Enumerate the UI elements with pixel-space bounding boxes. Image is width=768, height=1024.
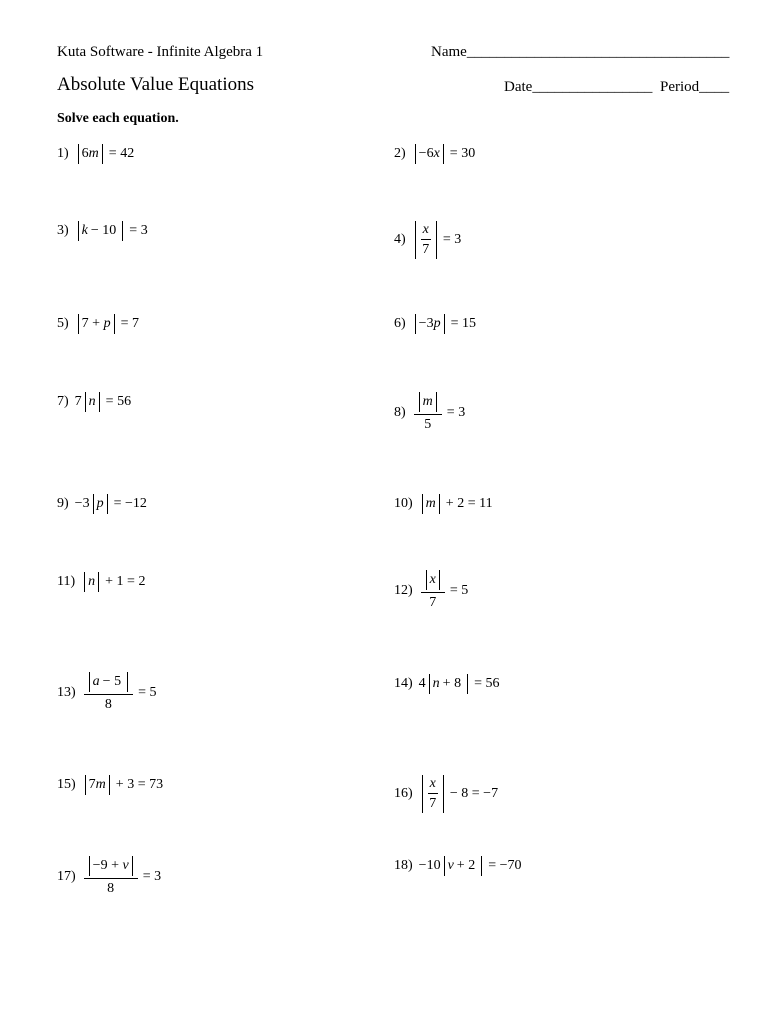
name-field[interactable]: Name___________________________________ xyxy=(431,44,730,60)
problem-12 xyxy=(394,570,471,611)
fraction xyxy=(421,570,445,611)
date-field[interactable]: Date________________ xyxy=(504,79,653,95)
fraction xyxy=(421,222,431,258)
problem-number: 9) xyxy=(57,496,69,511)
variable: x xyxy=(422,222,429,237)
denominator: 7 xyxy=(429,796,437,811)
term: + 2 xyxy=(456,858,476,873)
problem-8 xyxy=(394,392,468,433)
term: = 7 xyxy=(120,316,139,331)
term: + 3 = 73 xyxy=(115,777,164,792)
variable: p xyxy=(103,316,111,331)
problem-number: 14) xyxy=(394,676,413,691)
term: 7 xyxy=(88,777,96,792)
problem-number: 10) xyxy=(394,496,413,511)
period-field[interactable]: Period____ xyxy=(660,79,730,95)
equation xyxy=(81,572,148,592)
term: 7 + xyxy=(81,316,101,331)
equation xyxy=(412,314,479,334)
problem-5 xyxy=(57,314,142,334)
term: + 1 = 2 xyxy=(105,574,146,589)
problem-6 xyxy=(394,314,479,334)
variable: n xyxy=(88,394,96,409)
equation xyxy=(419,674,503,694)
equation xyxy=(412,221,465,259)
problem-17 xyxy=(57,856,164,897)
term: −6 xyxy=(418,146,434,161)
variable: x xyxy=(433,146,440,161)
term: −10 xyxy=(418,858,441,873)
variable: m xyxy=(95,777,106,792)
equation xyxy=(75,392,134,412)
problem-16 xyxy=(394,775,501,813)
term: 4 xyxy=(418,676,426,691)
problem-number: 1) xyxy=(57,146,69,161)
equation xyxy=(82,672,160,713)
problem-number: 7) xyxy=(57,394,69,409)
denominator: 8 xyxy=(107,881,115,896)
equation xyxy=(419,856,525,876)
term: = 30 xyxy=(449,146,476,161)
problem-18 xyxy=(394,856,525,876)
problem-number: 2) xyxy=(394,146,406,161)
fraction xyxy=(414,392,442,433)
problem-9 xyxy=(57,494,150,514)
problem-number: 4) xyxy=(394,232,406,247)
problem-number: 17) xyxy=(57,868,76,884)
term: = 5 xyxy=(449,582,469,598)
equation xyxy=(82,775,166,795)
problem-number: 11) xyxy=(57,574,76,589)
term: = −70 xyxy=(488,858,522,873)
variable: v xyxy=(447,858,454,873)
term: −3 xyxy=(418,316,434,331)
term: − 8 = −7 xyxy=(449,786,499,801)
term: −9 + xyxy=(92,858,119,873)
problem-number: 5) xyxy=(57,316,69,331)
problem-13 xyxy=(57,672,159,713)
variable: a xyxy=(92,674,100,689)
equation xyxy=(419,570,472,611)
equation xyxy=(75,144,138,164)
problem-1 xyxy=(57,144,137,164)
fraction xyxy=(84,672,133,713)
term: + 2 = 11 xyxy=(445,496,493,511)
problem-14 xyxy=(394,674,502,694)
problem-7 xyxy=(57,392,134,412)
problem-4 xyxy=(394,221,464,259)
term: − 5 xyxy=(102,674,122,689)
publisher-label: Kuta Software - Infinite Algebra 1 xyxy=(57,44,264,60)
variable: n xyxy=(432,676,440,691)
term: −3 xyxy=(74,496,90,511)
variable: p xyxy=(96,496,104,511)
equation xyxy=(412,392,469,433)
variable: n xyxy=(88,574,96,589)
term: = 5 xyxy=(138,684,157,700)
term: = 3 xyxy=(129,223,148,238)
term: + 8 xyxy=(442,676,462,691)
problem-number: 13) xyxy=(57,684,76,700)
variable: x xyxy=(429,572,436,587)
equation xyxy=(75,494,150,514)
term: = 56 xyxy=(474,676,500,691)
term: − 10 xyxy=(90,223,117,238)
problem-3 xyxy=(57,221,151,241)
term: 6 xyxy=(81,146,89,161)
equation xyxy=(75,314,142,334)
equation xyxy=(82,856,164,897)
variable: m xyxy=(422,394,433,409)
worksheet-title: Absolute Value Equations xyxy=(57,74,255,95)
problem-number: 12) xyxy=(394,582,413,598)
problem-2 xyxy=(394,144,478,164)
problem-number: 16) xyxy=(394,786,413,801)
problem-number: 6) xyxy=(394,316,406,331)
variable: p xyxy=(433,316,441,331)
problem-number: 3) xyxy=(57,223,69,238)
fraction xyxy=(84,856,138,897)
equation xyxy=(75,221,151,241)
problem-number: 18) xyxy=(394,858,413,873)
term: = 56 xyxy=(105,394,132,409)
denominator: 7 xyxy=(422,242,430,257)
term: = 15 xyxy=(450,316,476,331)
denominator: 8 xyxy=(104,697,112,712)
problem-10 xyxy=(394,494,496,514)
problem-number: 15) xyxy=(57,777,76,792)
variable: m xyxy=(88,146,99,161)
variable: k xyxy=(81,223,88,238)
term: = 3 xyxy=(442,232,462,247)
problem-15 xyxy=(57,775,166,795)
equation xyxy=(419,775,501,813)
term: 7 xyxy=(74,394,82,409)
denominator: 5 xyxy=(424,417,432,432)
term: = 3 xyxy=(142,868,162,884)
term: = −12 xyxy=(113,496,147,511)
term: = 42 xyxy=(108,146,135,161)
equation xyxy=(412,144,479,164)
term: = 3 xyxy=(446,404,466,420)
variable: m xyxy=(425,496,436,511)
variable: x xyxy=(429,776,436,791)
problem-number: 8) xyxy=(394,404,406,420)
fraction xyxy=(428,776,438,812)
equation xyxy=(419,494,496,514)
problem-11 xyxy=(57,572,148,592)
denominator: 7 xyxy=(429,595,437,610)
instructions: Solve each equation. xyxy=(57,111,179,126)
variable: v xyxy=(122,858,129,873)
